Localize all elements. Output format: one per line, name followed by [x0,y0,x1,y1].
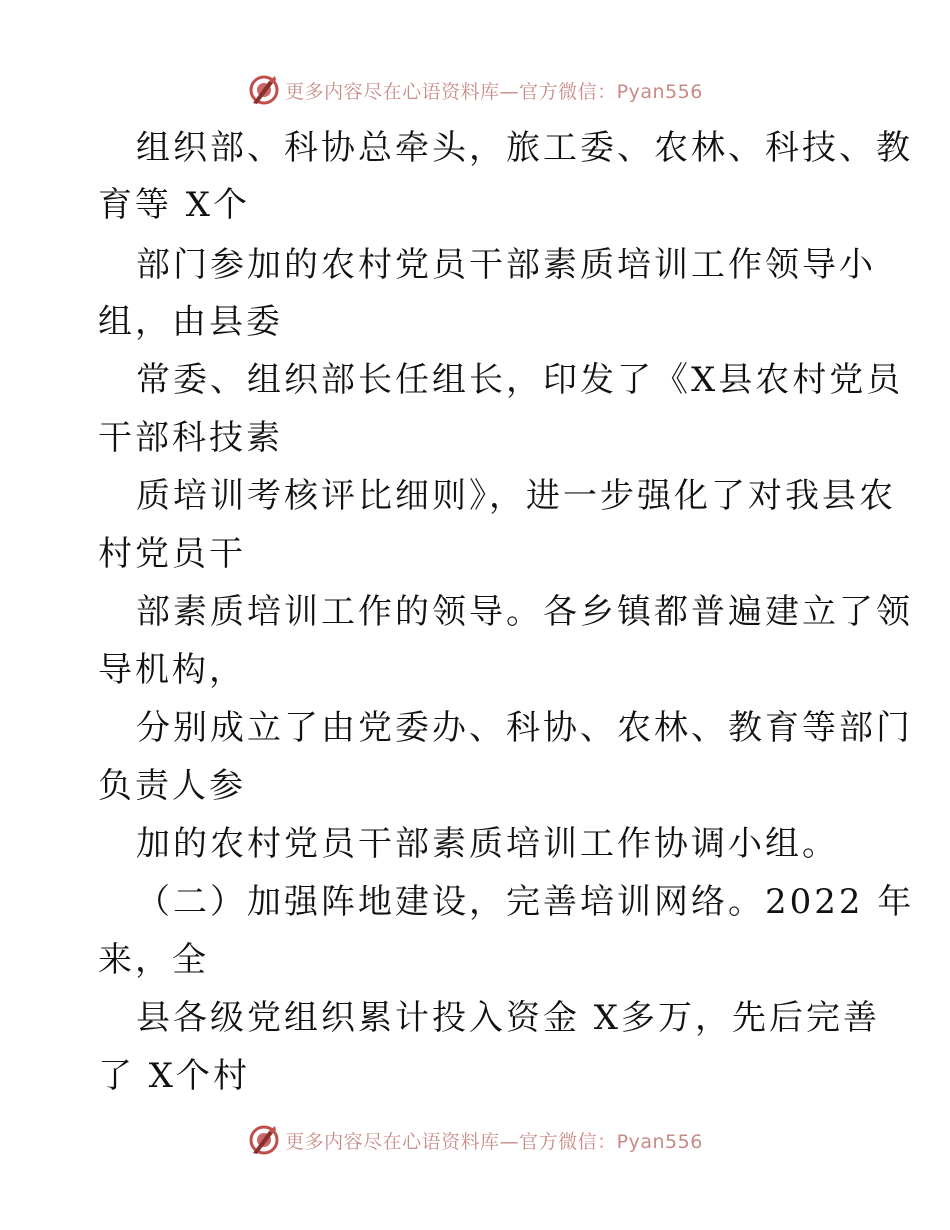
body-line: 组，由县委 [98,302,283,342]
body-line: 导机构， [98,650,246,690]
watermark-wechat-id: Pyan556 [616,80,703,103]
body-line: 来，全 [98,940,209,980]
body-line: 常委、组织部长任组长，印发了《X县农村党员 [136,360,904,400]
header-watermark [0,70,950,110]
body-line: （二）加强阵地建设，完善培训网络。2022 年 [136,882,915,922]
watermark-caption: 更多内容尽在心语资料库—官方微信： [285,80,617,103]
watermark-text [285,1127,703,1154]
body-line: 组织部、科协总牵头，旅工委、农林、科技、教 [136,128,913,168]
watermark-caption: 更多内容尽在心语资料库—官方微信： [285,1130,617,1153]
footer-watermark [0,1120,950,1160]
quill-seal-icon [247,73,281,107]
body-line: 育等 X个 [98,185,251,225]
body-line: 加的农村党员干部素质培训工作协调小组。 [136,824,839,864]
watermark-wechat-id: Pyan556 [616,1130,703,1153]
body-line: 负责人参 [98,766,246,806]
body-line: 干部科技素 [98,418,283,458]
body-line: 部门参加的农村党员干部素质培训工作领导小 [136,245,876,285]
quill-seal-icon [247,1123,281,1157]
body-line: 了 X个村 [98,1056,251,1096]
body-line: 县各级党组织累计投入资金 X多万，先后完善 [136,998,881,1038]
body-line: 质培训考核评比细则》，进一步强化了对我县农 [136,476,896,516]
body-line: 村党员干 [98,534,246,574]
watermark-text [285,77,703,104]
body-line: 部素质培训工作的领导。各乡镇都普遍建立了领 [136,592,913,632]
body-line: 分别成立了由党委办、科协、农林、教育等部门 [136,708,913,748]
